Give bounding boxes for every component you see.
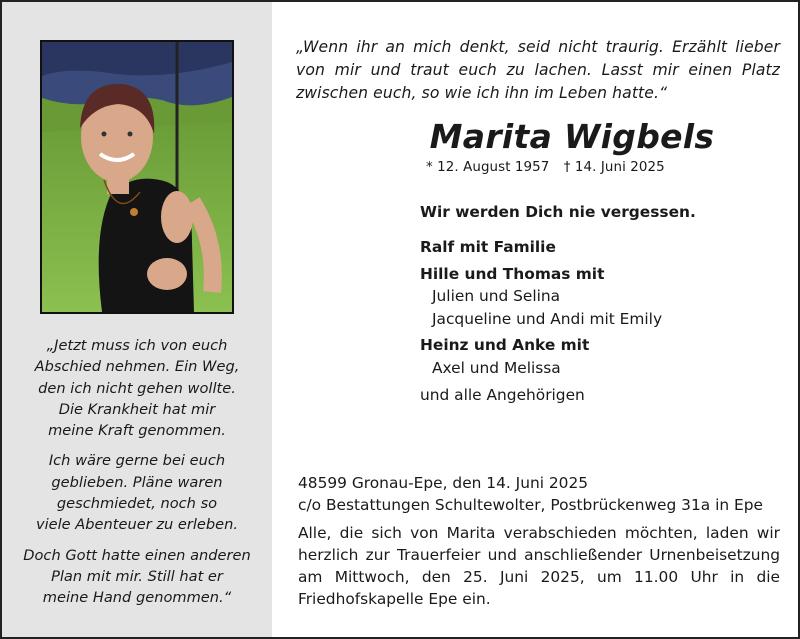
funeral-notice: Alle, die sich von Marita verabschieden möchten, laden wir herzlich zur Trauerfeier und anschließender Urnenbeisetzung am Mittwoch, den 25. Juni 2025, um 11.00 Uhr in die Friedhofskapelle Epe ein. bbox=[298, 523, 780, 609]
poem-stanza-2: Ich wäre gerne bei euch geblieben. Pläne waren geschmiedet, noch so viele Abenteuer zu erleben. bbox=[35, 452, 239, 534]
mourner-group-2-line-1: Julien und Selina bbox=[432, 287, 561, 306]
funeral-home-address: c/o Bestattungen Schultewolter, Postbrückenweg 31a in Epe bbox=[298, 496, 763, 515]
mourner-group-1: Ralf mit Familie bbox=[420, 237, 556, 256]
mourner-group-3-line-1: Axel und Melissa bbox=[432, 358, 561, 377]
mourners-closing: und alle Angehörigen bbox=[420, 385, 585, 404]
portrait-photo bbox=[40, 40, 234, 314]
mourner-group-2-line-2: Jacqueline und Andi mit Emily bbox=[432, 309, 663, 328]
mourner-group-3: Heinz und Anke mit bbox=[420, 336, 590, 355]
left-panel bbox=[2, 2, 272, 637]
birth-date: * 12. August 1957 bbox=[426, 160, 550, 176]
death-date: † 14. Juni 2025 bbox=[563, 160, 665, 176]
poem-stanza-3: Doch Gott hatte einen anderen Plan mit mir. Still hat er meine Hand genommen.“ bbox=[23, 546, 251, 607]
place-date: 48599 Gronau-Epe, den 14. Juni 2025 bbox=[298, 474, 589, 492]
deceased-name: Marita Wigbels bbox=[429, 117, 715, 157]
poem-stanza-1: „Jetzt muss ich von euch Abschied nehmen. Ein Weg, den ich nicht gehen wollte. Die Krankheit hat mir meine Kraft genommen. bbox=[34, 337, 240, 440]
bottom-info bbox=[298, 472, 780, 611]
mourners-lead: Wir werden Dich nie vergessen. bbox=[420, 203, 696, 222]
left-poem bbox=[10, 335, 264, 618]
mourner-group-2: Hille und Thomas mit bbox=[420, 264, 605, 283]
mourners-list bbox=[420, 201, 780, 406]
life-dates bbox=[296, 160, 780, 175]
top-quote: „Wenn ihr an mich denkt, seid nicht traurig. Erzählt lieber von mir und traut euch zu lachen. Lasst mir einen Platz zwischen euch, so wie ich ihn im Leben hatte.“ bbox=[296, 38, 780, 102]
right-panel bbox=[296, 36, 780, 406]
